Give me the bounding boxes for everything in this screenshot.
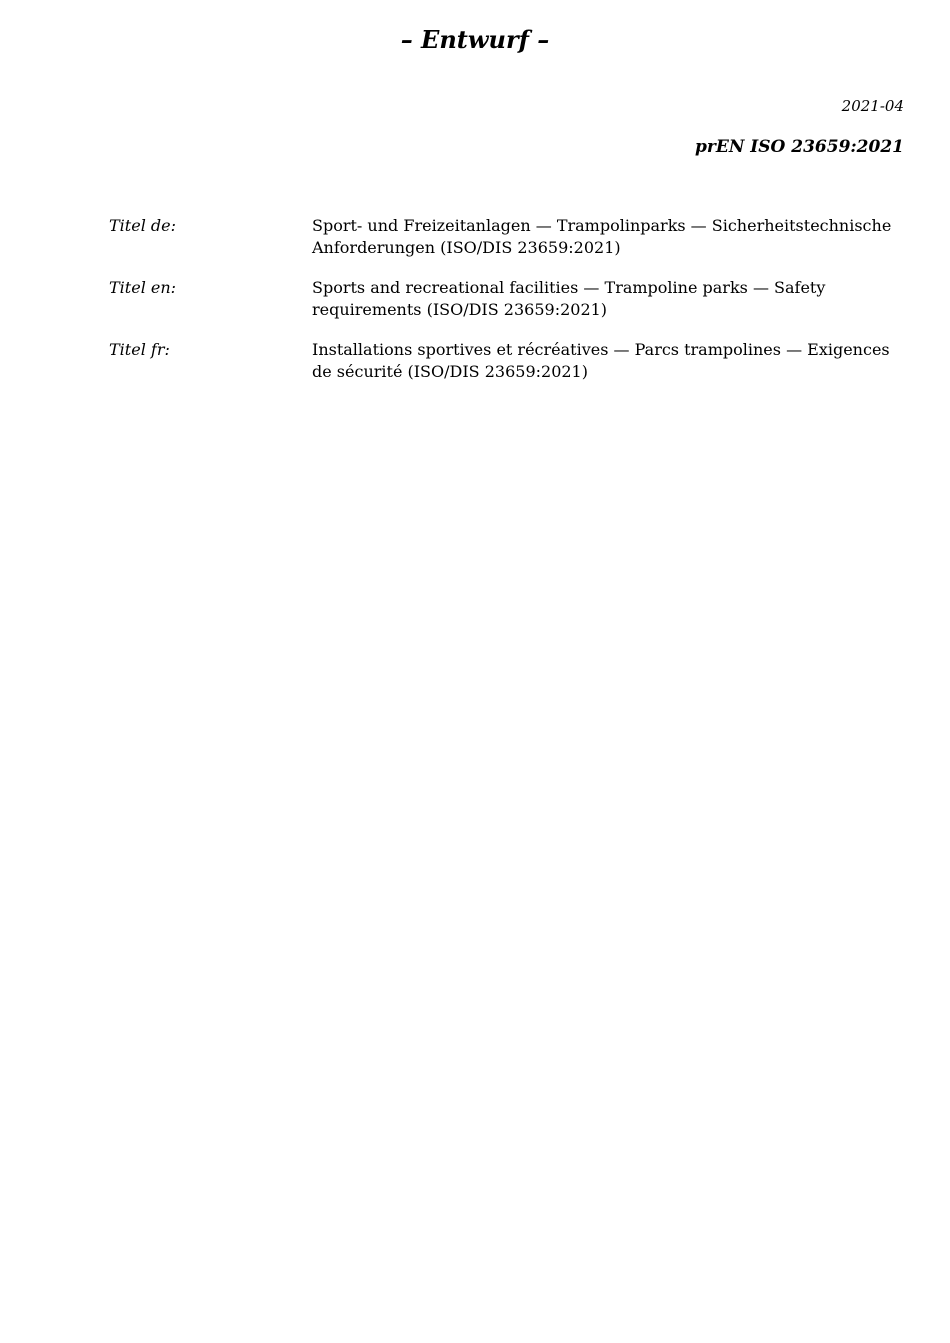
- title-text-fr: Installations sportives et récréatives — Parcs trampolines — Exigences de sécurité (ISO/DIS 23659:2021): [312, 340, 890, 381]
- title-text-de: Sport- und Freizeitanlagen — Trampolinparks — Sicherheitstechnische Anforderungen (ISO/DIS 23659:2021): [312, 216, 892, 257]
- title-row-en: [109, 277, 904, 321]
- draft-heading: – Entwurf –: [400, 25, 550, 54]
- document-date: 2021-04: [841, 97, 904, 115]
- title-label-de: Titel de:: [109, 216, 176, 235]
- document-number: prEN ISO 23659:2021: [695, 137, 904, 157]
- title-label-fr: Titel fr:: [109, 340, 170, 359]
- title-label-en: Titel en:: [109, 278, 177, 297]
- titles-block: [109, 215, 904, 401]
- title-row-de: [109, 215, 904, 259]
- title-row-fr: [109, 339, 904, 383]
- title-text-en: Sports and recreational facilities — Trampoline parks — Safety requirements (ISO/DIS 23659:2021): [312, 278, 826, 319]
